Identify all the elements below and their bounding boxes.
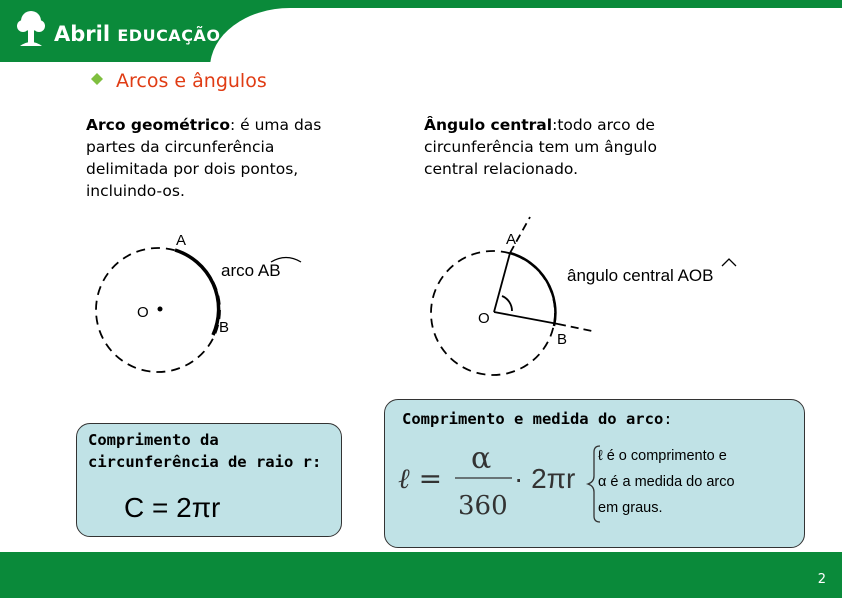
- definition-central-text: :todo arco de circunferência tem um ângulo central relacionado.: [424, 116, 657, 178]
- note-line-1: ℓ é o comprimento e: [598, 448, 727, 464]
- term-arc: Arco geométrico: [86, 116, 230, 134]
- term-central: Ângulo central: [424, 116, 553, 134]
- right-point-a: A: [506, 231, 517, 248]
- circumference-title: Comprimento da circunferência de raio r:: [88, 431, 322, 471]
- arc-length-title-tail: :: [663, 410, 673, 428]
- central-angle-prefix: ângulo central A: [567, 266, 689, 285]
- formula-numerator: α: [471, 441, 492, 476]
- note-line-2: α é a medida do arco: [598, 474, 735, 490]
- right-center-label: O: [478, 310, 490, 327]
- definition-arc-text: : é uma das partes da circunferência delimitada por dois pontos, incluindo-os.: [86, 116, 322, 200]
- formula-factor: · 2πr: [514, 463, 576, 494]
- left-arc-prefix: arco: [221, 261, 258, 280]
- footer-bar: [0, 552, 842, 598]
- arc-length-title-text: Comprimento e medida do arco: [402, 410, 664, 428]
- formula-lhs: ℓ =: [398, 462, 443, 495]
- brand-name: Abril: [54, 22, 111, 46]
- formula-denominator: 360: [458, 491, 508, 521]
- left-arc-letters: AB: [257, 261, 281, 280]
- left-point-b: B: [219, 319, 230, 336]
- central-angle-b: B: [702, 266, 714, 285]
- left-point-a: A: [176, 232, 187, 249]
- slide-number: 2: [817, 572, 826, 587]
- circumference-formula: C = 2πr: [124, 492, 221, 523]
- central-angle-o: O: [688, 266, 703, 285]
- brand-sub: EDUCAÇÃO: [117, 26, 221, 45]
- slide-title: Arcos e ângulos: [116, 70, 267, 92]
- left-center-label: O: [137, 304, 149, 321]
- note-line-3: em graus.: [598, 500, 663, 516]
- right-point-b: B: [557, 331, 568, 348]
